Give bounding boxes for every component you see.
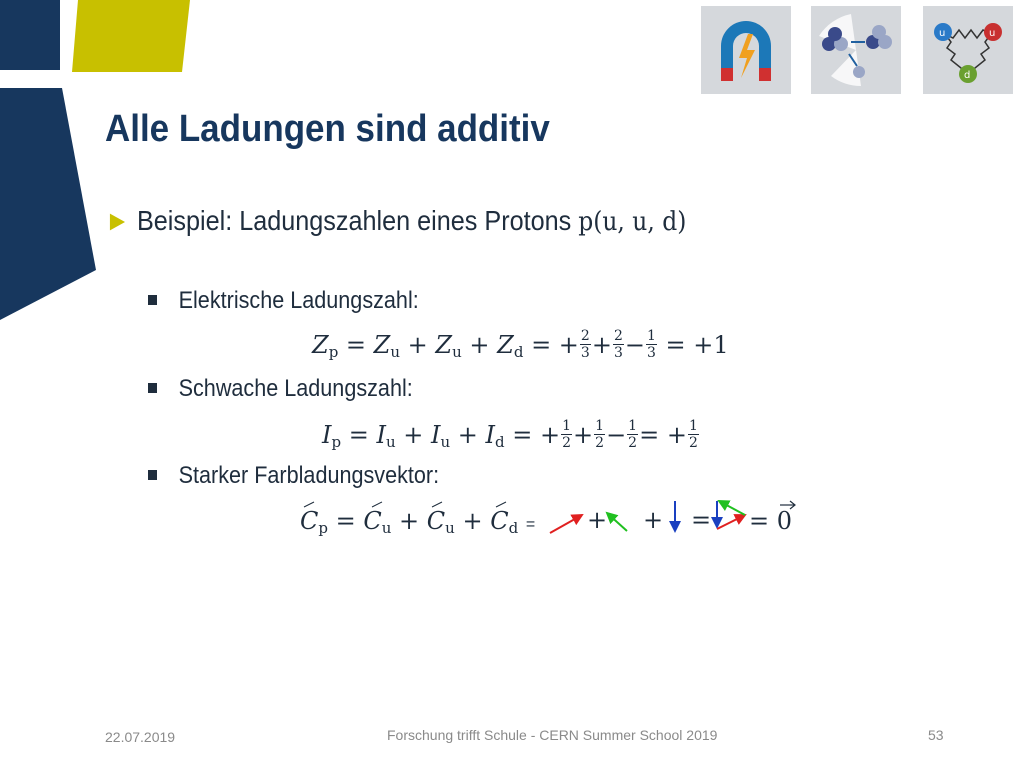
svg-text:u: u	[939, 28, 946, 39]
sum-red-arrow	[717, 515, 745, 529]
square-bullet-icon	[148, 295, 157, 305]
corner-blue-shape	[0, 88, 96, 320]
svg-text:+: +	[643, 506, 664, 534]
vector-overline-arrows	[300, 500, 540, 514]
svg-text:d: d	[964, 70, 971, 81]
square-bullet-icon	[148, 383, 157, 393]
magnet-icon	[701, 6, 791, 94]
svg-text:+: +	[587, 506, 608, 534]
sum-green-arrow	[719, 501, 745, 515]
list-item-label: Schwache Ladungszahl:	[178, 375, 413, 402]
quark-triangle-icon	[923, 6, 1013, 94]
list-item-strong	[148, 462, 439, 490]
proton-notation: p(u, u, d)	[578, 207, 687, 237]
list-item-label: Starker Farbladungsvektor:	[178, 462, 440, 489]
zero-vector-arrow	[778, 498, 798, 510]
corner-yellow-block	[72, 0, 190, 72]
slide-title: Alle Ladungen sind additiv	[105, 108, 550, 150]
particle-scatter-icon	[811, 6, 901, 94]
electric-charge-equation: $Z_p = Z_u + Z_u + Z_d$ = + $\frac{2}{3}$ + $\frac{2}{3}$ − $\frac{1}{3}$ = +1	[312, 328, 729, 361]
page-number: 53	[928, 727, 944, 743]
weak-charge-equation: $I_p = I_u + I_u + I_d$ = + $\frac{1}{2}$ + $\frac{1}{2}$ − $\frac{1}{2}$ = + $\frac{1}{2}$	[322, 418, 698, 451]
green-vector-arrow	[607, 513, 627, 531]
main-bullet	[105, 205, 686, 237]
corner-decoration	[0, 0, 200, 330]
bullet-marker: ►	[105, 205, 130, 236]
footer-title: Forschung trifft Schule - CERN Summer School 2019	[387, 727, 718, 743]
color-charge-result: = 0	[749, 507, 793, 535]
bullet-text: Beispiel: Ladungszahlen eines Protons	[136, 205, 579, 236]
red-vector-arrow	[550, 515, 582, 533]
list-item-label: Elektrische Ladungszahl:	[178, 287, 419, 314]
svg-text:u: u	[989, 28, 996, 39]
square-bullet-icon	[148, 470, 157, 480]
corner-blue-block	[0, 0, 60, 70]
list-item-weak	[148, 375, 413, 403]
color-charge-equation: $C_p = C_u + C_u + C_d$ =	[300, 507, 536, 537]
footer-date: 22.07.2019	[105, 729, 176, 745]
svg-text:=: =	[691, 506, 712, 534]
list-item-electric	[148, 287, 419, 315]
